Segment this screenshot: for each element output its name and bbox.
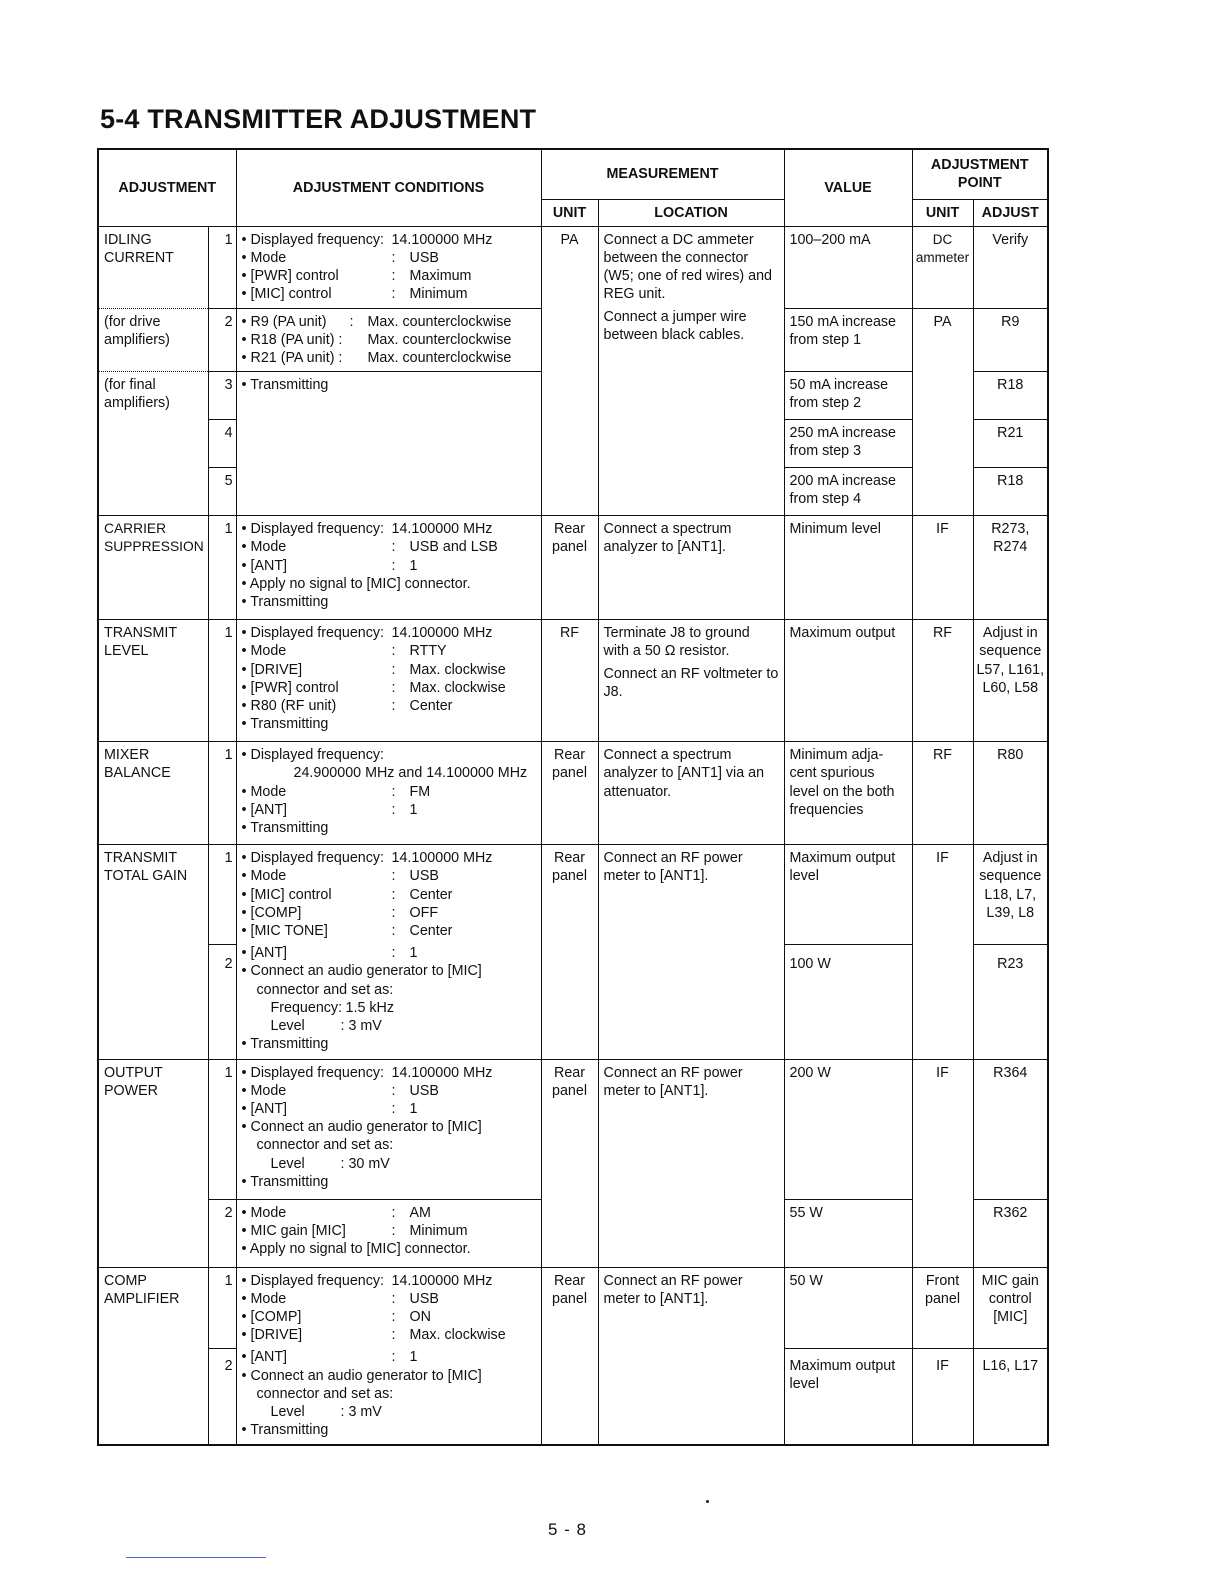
- table-row: [98, 516, 1048, 620]
- adjust-cell: Verify: [973, 226, 1048, 308]
- step-number: 2: [208, 944, 236, 1059]
- value-cell: Maximum output level: [784, 1348, 912, 1445]
- value-cell: 50 W: [784, 1267, 912, 1348]
- header-adj-unit: UNIT: [912, 199, 973, 226]
- adjust-cell: L16, L17: [973, 1348, 1048, 1445]
- conditions-cell: • Displayed frequency: 14.100000 MHz • Mode : USB • [MIC] control : Center • [COMP] : OFF • [MIC TONE] : Center: [236, 845, 541, 945]
- condition-value: 14.100000 MHz: [391, 231, 493, 248]
- value-cell: Minimum level: [784, 516, 912, 620]
- value-cell: Maximum output level: [784, 845, 912, 945]
- header-unit: UNIT: [541, 199, 598, 226]
- adjust-cell: R21: [973, 420, 1048, 468]
- condition-text: connector and set as:: [256, 1137, 394, 1154]
- condition-key: • R21 (PA unit) :: [241, 349, 343, 366]
- table-row: [98, 226, 1048, 308]
- condition-value: USB: [409, 868, 439, 885]
- value-cell: 100–200 mA: [784, 226, 912, 308]
- condition-value: Max. clockwise: [409, 1327, 506, 1344]
- condition-key: • [MIC] control: [241, 886, 332, 903]
- measurement-location: Connect a spectrum analyzer to [ANT1].: [598, 516, 784, 620]
- condition-value: 14.100000 MHz: [391, 1064, 493, 1081]
- location-text: Connect a DC ammeter between the connector (W5; one of red wires) and REG unit.: [603, 231, 772, 303]
- adjustment-subname: (for final amplifiers): [98, 372, 208, 516]
- value-cell: 50 mA increase from step 2: [784, 372, 912, 420]
- adj-unit-cell: PA: [912, 308, 973, 516]
- condition-key: • [ANT]: [241, 801, 288, 818]
- header-adjust: ADJUST: [973, 199, 1048, 226]
- step-number: 4: [208, 420, 236, 468]
- condition-key: • Mode: [241, 1082, 287, 1099]
- measurement-location: Connect an RF power meter to [ANT1].: [598, 1267, 784, 1445]
- condition-key: • Mode: [241, 539, 287, 556]
- conditions-cell: • [ANT] : 1 • Connect an audio generator to [MIC] connector and set as: Frequency: 1.5 kHz Level : 3 mV • Transmitting: [236, 944, 541, 1059]
- condition-text: connector and set as:: [256, 1385, 394, 1402]
- condition-key: • Mode: [241, 1204, 287, 1221]
- condition-value: 1: [409, 557, 418, 574]
- adjustment-name: COMP AMPLIFIER: [98, 1267, 208, 1445]
- step-number: 1: [208, 226, 236, 308]
- condition-text: 24.900000 MHz and 14.100000 MHz: [293, 765, 528, 782]
- adjustment-name: MIXER BALANCE: [98, 742, 208, 845]
- conditions-cell: • Displayed frequency: 14.100000 MHz • Mode : USB • [ANT] : 1 • Connect an audio generator to [MIC] connector and set as: Level : 30 mV • Transmitting: [236, 1059, 541, 1199]
- condition-key: • R18 (PA unit) :: [241, 331, 343, 348]
- measurement-location: Connect an RF power meter to [ANT1].: [598, 1059, 784, 1267]
- condition-key: • Displayed frequency:: [241, 625, 385, 642]
- condition-text: • Displayed frequency:: [241, 747, 385, 764]
- condition-value: 3 mV: [348, 1404, 382, 1421]
- adj-unit-cell: Front panel: [912, 1267, 973, 1348]
- condition-value: Center: [409, 697, 453, 714]
- condition-value: Maximum: [409, 268, 472, 285]
- value-cell: 250 mA increase from step 3: [784, 420, 912, 468]
- adj-unit-cell: RF: [912, 742, 973, 845]
- condition-key: • Displayed frequency:: [241, 521, 385, 538]
- condition-value: 1: [409, 945, 418, 962]
- condition-value: 14.100000 MHz: [391, 1272, 493, 1289]
- conditions-cell: • Displayed frequency: 14.100000 MHz • Mode : USB • [PWR] control : Maximum • [MIC] control : Minimum: [236, 226, 541, 308]
- conditions-cell: • Displayed frequency: 14.100000 MHz • Mode : RTTY • [DRIVE] : Max. clockwise • [PWR] control : Max. clockwise • R80 (RF unit) : Center • Transmitting: [236, 620, 541, 742]
- adjust-cell: R9: [973, 308, 1048, 372]
- adj-unit-cell: IF: [912, 845, 973, 1060]
- condition-value: Max. clockwise: [409, 679, 506, 696]
- step-number: 1: [208, 516, 236, 620]
- condition-value: Minimum: [409, 286, 468, 303]
- measurement-location: [598, 620, 784, 742]
- condition-value: 14.100000 MHz: [391, 625, 493, 642]
- condition-key: • R80 (RF unit): [241, 697, 337, 714]
- table-row: [98, 845, 1048, 945]
- condition-text: • Transmitting: [241, 593, 329, 610]
- footer-rule: [126, 1557, 266, 1558]
- condition-key: • Displayed frequency:: [241, 1064, 385, 1081]
- location-text: Terminate J8 to ground with a 50 Ω resistor.: [603, 625, 750, 660]
- condition-value: 3 mV: [348, 1017, 382, 1034]
- value-cell: Maximum output: [784, 620, 912, 742]
- measurement-unit: RF: [541, 620, 598, 742]
- adjust-cell: R80: [973, 742, 1048, 845]
- condition-key: • [DRIVE]: [241, 661, 303, 678]
- adj-unit-cell: IF: [912, 1348, 973, 1445]
- conditions-cell: [236, 372, 541, 516]
- condition-value: 1.5 kHz: [345, 999, 394, 1016]
- condition-key: • [ANT]: [241, 557, 288, 574]
- value-cell: 150 mA increase from step 1: [784, 308, 912, 372]
- condition-value: Max. counterclockwise: [367, 331, 512, 348]
- condition-key: • Mode: [241, 643, 287, 660]
- header-adjustment-point: ADJUSTMENT POINT: [912, 149, 1048, 199]
- condition-key: Level: [270, 1404, 305, 1421]
- adjust-cell: R364: [973, 1059, 1048, 1199]
- condition-text: • Transmitting: [241, 1036, 329, 1053]
- condition-value: RTTY: [409, 643, 447, 660]
- condition-value: Center: [409, 922, 453, 939]
- condition-text: • Connect an audio generator to [MIC]: [241, 1367, 482, 1384]
- header-measurement: MEASUREMENT: [541, 149, 784, 199]
- condition-key: • [COMP]: [241, 1309, 302, 1326]
- condition-key: Level: [270, 1017, 305, 1034]
- adjustment-name: OUTPUT POWER: [98, 1059, 208, 1267]
- header-adjustment: ADJUSTMENT: [98, 149, 236, 226]
- step-number: 2: [208, 1199, 236, 1267]
- condition-value: 1: [409, 1349, 418, 1366]
- condition-value: USB and LSB: [409, 539, 498, 556]
- condition-text: • Transmitting: [241, 1173, 329, 1190]
- condition-text: • Connect an audio generator to [MIC]: [241, 1119, 482, 1136]
- step-number: 1: [208, 845, 236, 945]
- condition-key: • [PWR] control: [241, 268, 339, 285]
- condition-text: • Apply no signal to [MIC] connector.: [241, 1241, 471, 1258]
- condition-key: • MIC gain [MIC]: [241, 1222, 346, 1239]
- condition-key: • Mode: [241, 1290, 287, 1307]
- condition-key: • R9 (PA unit): [241, 313, 327, 330]
- step-number: 1: [208, 742, 236, 845]
- condition-value: 1: [409, 1101, 418, 1118]
- adj-unit-cell: RF: [912, 620, 973, 742]
- value-cell: 100 W: [784, 944, 912, 1059]
- step-number: 2: [208, 308, 236, 372]
- header-conditions: ADJUSTMENT CONDITIONS: [236, 149, 541, 226]
- condition-value: Minimum: [409, 1222, 468, 1239]
- condition-text: connector and set as:: [256, 981, 394, 998]
- adjust-cell: R18: [973, 372, 1048, 420]
- page-title: 5-4 TRANSMITTER ADJUSTMENT: [100, 104, 537, 134]
- adj-unit-cell: IF: [912, 516, 973, 620]
- condition-key: • [MIC TONE]: [241, 922, 328, 939]
- measurement-location: Connect an RF power meter to [ANT1].: [598, 845, 784, 1060]
- condition-key: • Displayed frequency:: [241, 231, 385, 248]
- adjust-cell: Adjust in sequence L18, L7, L39, L8: [973, 845, 1048, 945]
- condition-key: • Displayed frequency:: [241, 850, 385, 867]
- condition-key: • [DRIVE]: [241, 1327, 303, 1344]
- condition-value: USB: [409, 1082, 439, 1099]
- stray-dot: [706, 1500, 709, 1503]
- condition-text: • Connect an audio generator to [MIC]: [241, 963, 482, 980]
- condition-value: Center: [409, 886, 453, 903]
- condition-key: • Displayed frequency:: [241, 1272, 385, 1289]
- condition-key: • Mode: [241, 868, 287, 885]
- table-row: [98, 620, 1048, 742]
- step-number: 1: [208, 1267, 236, 1348]
- measurement-unit: Rear panel: [541, 845, 598, 1060]
- adjust-cell: R362: [973, 1199, 1048, 1267]
- measurement-location: [598, 226, 784, 515]
- condition-key: Frequency:: [270, 999, 343, 1016]
- adjust-cell: R23: [973, 944, 1048, 1059]
- condition-text: • Transmitting: [241, 819, 329, 836]
- adjust-cell: R273, R274: [973, 516, 1048, 620]
- adj-unit-cell: IF: [912, 1059, 973, 1267]
- condition-value: USB: [409, 249, 439, 266]
- condition-value: 14.100000 MHz: [391, 850, 493, 867]
- condition-key: • [ANT]: [241, 945, 288, 962]
- conditions-cell: • Mode : AM • MIC gain [MIC] : Minimum • Apply no signal to [MIC] connector.: [236, 1199, 541, 1267]
- conditions-cell: • Displayed frequency: 14.100000 MHz • Mode : USB and LSB • [ANT] : 1 • Apply no signal to [MIC] connector. • Transmitting: [236, 516, 541, 620]
- page-number: 5 - 8: [548, 1520, 588, 1539]
- location-text: Connect an RF voltmeter to J8.: [603, 665, 779, 700]
- adjust-cell: MIC gain control [MIC]: [973, 1267, 1048, 1348]
- value-cell: Minimum adja-cent spurious level on the both frequencies: [784, 742, 912, 845]
- condition-value: USB: [409, 1290, 439, 1307]
- condition-value: FM: [409, 783, 431, 800]
- adjust-cell: R18: [973, 468, 1048, 516]
- condition-text: • Transmitting: [241, 716, 329, 733]
- adjustment-name: TRANSMIT LEVEL: [98, 620, 208, 742]
- measurement-unit: Rear panel: [541, 742, 598, 845]
- condition-key: • Mode: [241, 249, 287, 266]
- condition-key: • [COMP]: [241, 904, 302, 921]
- conditions-cell: • [ANT] : 1 • Connect an audio generator to [MIC] connector and set as: Level : 3 mV • Transmitting: [236, 1348, 541, 1445]
- value-cell: 55 W: [784, 1199, 912, 1267]
- step-number: 5: [208, 468, 236, 516]
- table-row: [98, 742, 1048, 845]
- condition-value: AM: [409, 1204, 431, 1221]
- condition-value: Max. clockwise: [409, 661, 506, 678]
- measurement-unit: Rear panel: [541, 1267, 598, 1445]
- step-number: 1: [208, 620, 236, 742]
- table-row: [98, 1267, 1048, 1348]
- condition-text: • Apply no signal to [MIC] connector.: [241, 575, 471, 592]
- value-cell: 200 W: [784, 1059, 912, 1199]
- condition-key: • [ANT]: [241, 1101, 288, 1118]
- table-row: [98, 1059, 1048, 1199]
- condition-value: OFF: [409, 904, 439, 921]
- condition-key: • [ANT]: [241, 1349, 288, 1366]
- value-cell: 200 mA increase from step 4: [784, 468, 912, 516]
- condition-key: Level: [270, 1155, 305, 1172]
- header-location: LOCATION: [598, 199, 784, 226]
- adjustment-name: IDLING CURRENT: [98, 226, 208, 308]
- adjustment-name: TRANSMIT TOTAL GAIN: [98, 845, 208, 1060]
- measurement-location: Connect a spectrum analyzer to [ANT1] via an attenuator.: [598, 742, 784, 845]
- step-number: 1: [208, 1059, 236, 1199]
- condition-value: Max. counterclockwise: [367, 313, 512, 330]
- adj-unit-cell: DC ammeter: [912, 226, 973, 308]
- condition-value: ON: [409, 1309, 431, 1326]
- adjustment-subname: (for drive amplifiers): [98, 308, 208, 372]
- conditions-cell: • Displayed frequency: 14.100000 MHz • Mode : USB • [COMP] : ON • [DRIVE] : Max. clockwise: [236, 1267, 541, 1348]
- step-number: 2: [208, 1348, 236, 1445]
- condition-key: • [PWR] control: [241, 679, 339, 696]
- measurement-unit: Rear panel: [541, 1059, 598, 1267]
- condition-text: • Transmitting: [241, 1422, 329, 1439]
- condition-value: 30 mV: [348, 1155, 390, 1172]
- condition-text: • Transmitting: [241, 377, 329, 394]
- condition-key: • Mode: [241, 783, 287, 800]
- condition-value: 1: [409, 801, 418, 818]
- measurement-unit: PA: [541, 226, 598, 515]
- header-value: VALUE: [784, 149, 912, 226]
- step-number: 3: [208, 372, 236, 420]
- measurement-unit: Rear panel: [541, 516, 598, 620]
- transmitter-adjustment-table: [97, 148, 1049, 1446]
- condition-key: • [MIC] control: [241, 286, 332, 303]
- conditions-cell: • Displayed frequency: 24.900000 MHz and 14.100000 MHz • Mode : FM • [ANT] : 1 • Transmitting: [236, 742, 541, 845]
- location-text: Connect a jumper wire between black cables.: [603, 308, 747, 343]
- conditions-cell: • R9 (PA unit) : Max. counterclockwise • R18 (PA unit) : Max. counterclockwise • R21 (PA unit) : Max. counterclockwise: [236, 308, 541, 372]
- condition-value: Max. counterclockwise: [367, 349, 512, 366]
- adjust-cell: Adjust in sequence L57, L161, L60, L58: [973, 620, 1048, 742]
- adjustment-name: CARRIER SUPPRESSION: [98, 516, 208, 620]
- condition-value: 14.100000 MHz: [391, 521, 493, 538]
